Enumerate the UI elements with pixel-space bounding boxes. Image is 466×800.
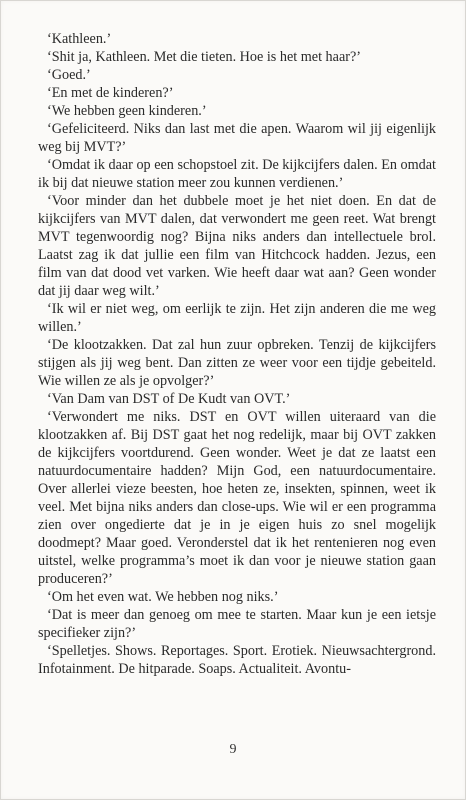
paragraph: ‘De klootzakken. Dat zal hun zuur opbreken. Tenzij de kijkcijfers stijgen als jij weg bent. Dan zitten ze weer voor een tijdje gebeiteld. Wie willen ze als je opvolger?’ — [38, 337, 436, 389]
paragraph: ‘We hebben geen kinderen.’ — [47, 103, 207, 119]
body-text — [38, 30, 438, 678]
paragraph: ‘En met de kinderen?’ — [47, 85, 174, 101]
paragraph: ‘Shit ja, Kathleen. Met die tieten. Hoe is het met haar?’ — [47, 49, 361, 65]
paragraph: ‘Goed.’ — [47, 67, 91, 83]
paragraph: ‘Gefeliciteerd. Niks dan last met die apen. Waarom wil jij eigenlijk weg bij MVT?’ — [38, 121, 436, 155]
paragraph: ‘Verwondert me niks. DST en OVT willen uiteraard van die klootzakken af. Bij DST gaat het nog redelijk, maar bij OVT zakken de kijkcijfers voortdurend. Geen wonder. Weet je dat ze laatst een natuurdocumentaire hadden? Mijn God, een natuurdocumentaire. Over allerlei vieze beesten, hoe heten ze, insekten, spinnen, weet ik veel. Met bijna niks anders dan close-ups. Wie wil er een programma zien over ongedierte dat je in je eigen huis zo snel mogelijk doodmept? Maar goed. Veronderstel dat ik het rentenieren nog even uitstel, welke programma’s moet ik dan voor je nieuwe station gaan produceren?’ — [38, 409, 436, 587]
paragraph: ‘Omdat ik daar op een schopstoel zit. De kijkcijfers dalen. En omdat ik bij dat nieuwe station meer zou kunnen verdienen.’ — [38, 157, 436, 191]
paragraph: ‘Dat is meer dan genoeg om mee te starten. Maar kun je een ietsje specifieker zijn?’ — [38, 607, 436, 641]
paragraph: ‘Voor minder dan het dubbele moet je het niet doen. En dat de kijkcijfers van MVT dalen, dat verwondert me geen reet. Wat brengt MVT tegenwoordig nog? Bijna niks anders dan intellectuele brol. Laatst zag ik dat jullie een film van Hitchcock hadden. Jezus, een film van dat dood vet varken. Wie heeft daar wat aan? Geen wonder dat jij daar weg wilt.’ — [38, 193, 436, 299]
paragraph: ‘Ik wil er niet weg, om eerlijk te zijn. Het zijn anderen die me weg willen.’ — [38, 301, 436, 335]
paragraph: ‘Om het even wat. We hebben nog niks.’ — [47, 589, 279, 605]
paragraph: ‘Kathleen.’ — [47, 31, 112, 47]
page-number: 9 — [229, 742, 237, 757]
paragraph: ‘Spelletjes. Shows. Reportages. Sport. Erotiek. Nieuwsachtergrond. Infotainment. De hitparade. Soaps. Actualiteit. Avontu- — [38, 643, 436, 677]
paragraph: ‘Van Dam van DST of De Kudt van OVT.’ — [47, 391, 291, 407]
